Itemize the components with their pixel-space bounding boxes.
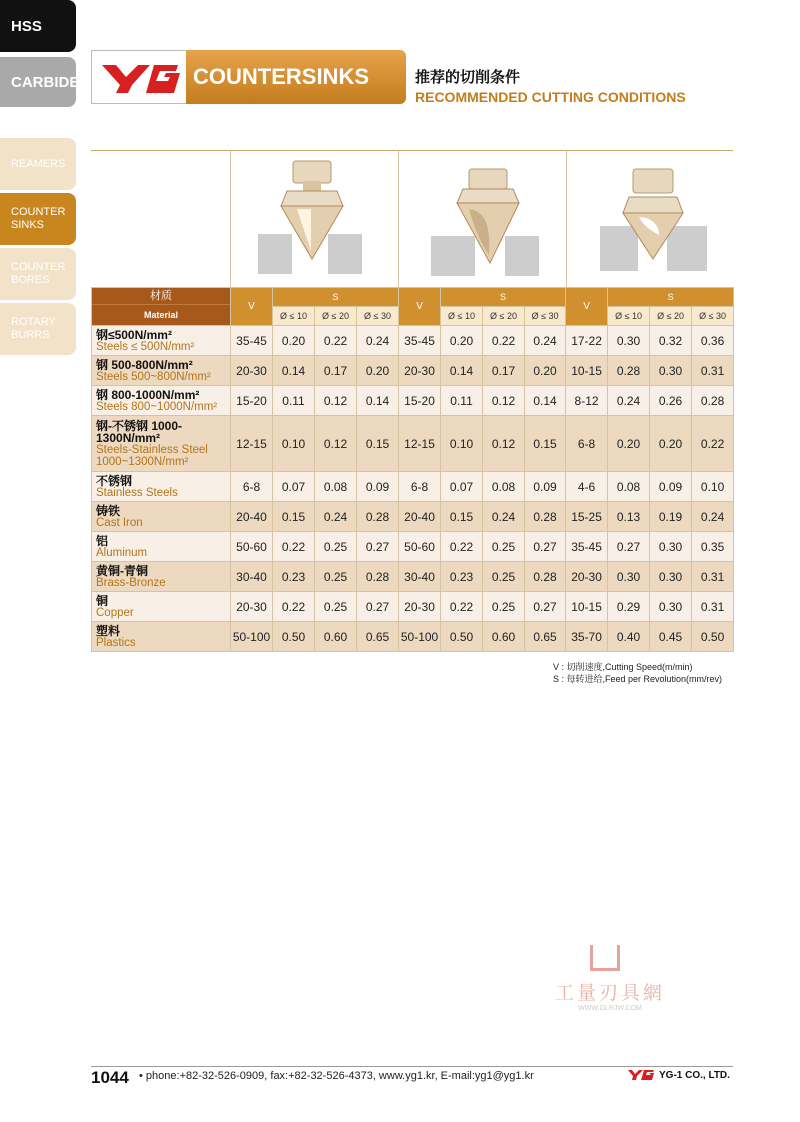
tab-hss-label: HSS [11, 18, 42, 35]
legend [553, 661, 722, 685]
feed-cell: 0.31 [692, 356, 734, 386]
s-header-1: S [273, 288, 399, 307]
material-header-en: Material [143, 310, 178, 320]
speed-cell: 6-8 [566, 416, 608, 472]
watermark [540, 945, 680, 1020]
feed-cell: 0.30 [650, 532, 692, 562]
feed-cell: 0.12 [315, 416, 357, 472]
tab-reamers[interactable] [0, 138, 76, 190]
page-title: COUNTERSINKS [186, 50, 406, 104]
feed-cell: 0.10 [441, 416, 483, 472]
watermark-text: 工量刃具網 [554, 983, 665, 1004]
feed-cell: 0.27 [357, 592, 399, 622]
speed-cell: 20-30 [566, 562, 608, 592]
feed-cell: 0.30 [608, 326, 650, 356]
feed-cell: 0.30 [650, 356, 692, 386]
feed-cell: 0.08 [483, 472, 525, 502]
material-cell [92, 416, 231, 472]
material-en: Steels 800~1000N/mm² [96, 400, 218, 413]
feed-cell: 0.11 [441, 386, 483, 416]
speed-cell: 50-60 [231, 532, 273, 562]
feed-cell: 0.50 [273, 622, 315, 652]
feed-cell: 0.13 [608, 502, 650, 532]
feed-cell: 0.14 [525, 386, 566, 416]
feed-cell: 0.32 [650, 326, 692, 356]
material-cell [92, 326, 231, 356]
diameter-header: Ø ≤ 10 [441, 307, 483, 326]
table-row [92, 326, 734, 356]
feed-cell: 0.25 [315, 532, 357, 562]
feed-cell: 0.07 [273, 472, 315, 502]
tool-image-row [91, 150, 733, 288]
v-header-1: V [231, 288, 273, 326]
feed-cell: 0.09 [525, 472, 566, 502]
tab-reamers-label: REAMERS [11, 157, 66, 170]
cutting-conditions-table [91, 287, 734, 652]
feed-cell: 0.31 [692, 562, 734, 592]
speed-cell: 8-12 [566, 386, 608, 416]
countersink-tool-3-image [566, 151, 734, 288]
material-cn: 黄铜-青铜 [96, 563, 148, 578]
countersink-tool-2-image [398, 151, 567, 288]
feed-cell: 0.24 [357, 326, 399, 356]
material-en: Cast Iron [96, 516, 143, 529]
cn-subtitle: 推荐的切削条件 [415, 69, 521, 86]
feed-cell: 0.20 [608, 416, 650, 472]
feed-cell: 0.10 [273, 416, 315, 472]
feed-cell: 0.08 [608, 472, 650, 502]
feed-cell: 0.09 [357, 472, 399, 502]
feed-cell: 0.09 [650, 472, 692, 502]
feed-cell: 0.28 [608, 356, 650, 386]
speed-cell: 6-8 [399, 472, 441, 502]
speed-cell: 35-45 [566, 532, 608, 562]
feed-cell: 0.22 [692, 416, 734, 472]
material-en: Steels 500~800N/mm² [96, 370, 211, 383]
feed-cell: 0.12 [483, 386, 525, 416]
feed-cell: 0.36 [692, 326, 734, 356]
feed-cell: 0.14 [273, 356, 315, 386]
material-cn: 铜 [96, 593, 109, 608]
material-cn: 塑料 [96, 623, 121, 638]
diameter-header: Ø ≤ 10 [273, 307, 315, 326]
feed-cell: 0.27 [608, 532, 650, 562]
feed-cell: 0.50 [441, 622, 483, 652]
feed-cell: 0.20 [650, 416, 692, 472]
speed-cell: 30-40 [399, 562, 441, 592]
feed-cell: 0.26 [650, 386, 692, 416]
legend-s: S : 每转进给,Feed per Revolution(mm/rev) [553, 674, 723, 684]
contact-bullet: • [139, 1070, 146, 1082]
feed-cell: 0.27 [525, 532, 566, 562]
feed-cell: 0.24 [525, 326, 566, 356]
feed-cell: 0.25 [315, 562, 357, 592]
speed-cell: 35-45 [399, 326, 441, 356]
watermark-url: WWW.GLRJW.COM [578, 1005, 642, 1012]
speed-cell: 10-15 [566, 356, 608, 386]
feed-cell: 0.60 [315, 622, 357, 652]
feed-cell: 0.29 [608, 592, 650, 622]
diameter-header: Ø ≤ 30 [525, 307, 566, 326]
tab-hss[interactable] [0, 0, 76, 52]
feed-cell: 0.14 [441, 356, 483, 386]
tab-carbide-label: CARBIDE [11, 74, 80, 91]
diameter-header: Ø ≤ 10 [608, 307, 650, 326]
feed-cell: 0.22 [441, 592, 483, 622]
material-cell [92, 592, 231, 622]
material-cn: 铸铁 [96, 503, 121, 518]
speed-cell: 6-8 [231, 472, 273, 502]
feed-cell: 0.20 [525, 356, 566, 386]
material-en: Brass-Bronze [96, 576, 166, 589]
feed-cell: 0.14 [357, 386, 399, 416]
feed-cell: 0.65 [357, 622, 399, 652]
feed-cell: 0.40 [608, 622, 650, 652]
material-cell [92, 502, 231, 532]
material-cn: 钢 500-800N/mm² [96, 357, 193, 372]
material-header [92, 288, 231, 326]
material-cell [92, 386, 231, 416]
s-header-2: S [441, 288, 566, 307]
feed-cell: 0.20 [441, 326, 483, 356]
feed-cell: 0.15 [273, 502, 315, 532]
diameter-header: Ø ≤ 20 [315, 307, 357, 326]
feed-cell: 0.19 [650, 502, 692, 532]
table-row [92, 472, 734, 502]
watermark-icon [590, 945, 620, 971]
tab-rotary-burrs-label-2: BURRS [11, 329, 50, 341]
feed-cell: 0.23 [441, 562, 483, 592]
feed-cell: 0.11 [273, 386, 315, 416]
page-number: 1044 [91, 1068, 129, 1087]
feed-cell: 0.22 [315, 326, 357, 356]
feed-cell: 0.25 [483, 532, 525, 562]
material-cn: 钢≤500N/mm² [96, 327, 172, 342]
diameter-header: Ø ≤ 30 [692, 307, 734, 326]
feed-cell: 0.12 [483, 416, 525, 472]
tab-countersinks[interactable] [0, 193, 76, 245]
feed-cell: 0.20 [357, 356, 399, 386]
en-subtitle: RECOMMENDED CUTTING CONDITIONS [415, 89, 686, 105]
contact-info [139, 1070, 534, 1082]
speed-cell: 10-15 [566, 592, 608, 622]
feed-cell: 0.27 [525, 592, 566, 622]
material-en: Stainless Steels [96, 486, 178, 499]
company-name: YG-1 CO., LTD. [659, 1070, 730, 1081]
material-en: Steels ≤ 500N/mm² [96, 340, 195, 353]
speed-cell: 30-40 [231, 562, 273, 592]
material-cell [92, 562, 231, 592]
feed-cell: 0.10 [692, 472, 734, 502]
feed-cell: 0.28 [692, 386, 734, 416]
footer-yg-logo [627, 1069, 655, 1081]
speed-cell: 35-70 [566, 622, 608, 652]
diameter-header: Ø ≤ 30 [357, 307, 399, 326]
feed-cell: 0.25 [483, 592, 525, 622]
feed-cell: 0.30 [650, 562, 692, 592]
feed-cell: 0.20 [273, 326, 315, 356]
feed-cell: 0.07 [441, 472, 483, 502]
feed-cell: 0.24 [315, 502, 357, 532]
feed-cell: 0.24 [608, 386, 650, 416]
tab-rotary-burrs[interactable] [0, 303, 76, 355]
feed-cell: 0.15 [357, 416, 399, 472]
material-en: Plastics [96, 636, 136, 649]
speed-cell: 50-60 [399, 532, 441, 562]
material-cell [92, 532, 231, 562]
feed-cell: 0.45 [650, 622, 692, 652]
v-header-2: V [399, 288, 441, 326]
table-row [92, 502, 734, 532]
tab-counterbores-label-2: BORES [11, 274, 50, 286]
feed-cell: 0.17 [483, 356, 525, 386]
tab-rotary-burrs-label-1: ROTARY [11, 316, 56, 328]
speed-cell: 20-40 [399, 502, 441, 532]
speed-cell: 20-30 [399, 356, 441, 386]
contact-text: phone:+82-32-526-0909, fax:+82-32-526-4373, www.yg1.kr, E-mail:yg1@yg1.kr [145, 1070, 534, 1082]
feed-cell: 0.30 [608, 562, 650, 592]
feed-cell: 0.15 [441, 502, 483, 532]
speed-cell: 20-30 [231, 356, 273, 386]
speed-cell: 15-20 [399, 386, 441, 416]
material-header-cn: 材质 [92, 288, 230, 305]
speed-cell: 17-22 [566, 326, 608, 356]
feed-cell: 0.22 [483, 326, 525, 356]
material-en: Copper [96, 606, 134, 619]
feed-cell: 0.31 [692, 592, 734, 622]
feed-cell: 0.12 [315, 386, 357, 416]
feed-cell: 0.22 [273, 592, 315, 622]
feed-cell: 0.50 [692, 622, 734, 652]
diameter-header: Ø ≤ 20 [650, 307, 692, 326]
feed-cell: 0.28 [357, 502, 399, 532]
tab-countersinks-label-1: COUNTER [11, 206, 66, 218]
countersink-tool-1-image [230, 151, 399, 288]
feed-cell: 0.27 [357, 532, 399, 562]
table-row [92, 532, 734, 562]
v-header-3: V [566, 288, 608, 326]
diameter-header: Ø ≤ 20 [483, 307, 525, 326]
table-row [92, 356, 734, 386]
table-row [92, 562, 734, 592]
feed-cell: 0.28 [525, 502, 566, 532]
tab-counterbores[interactable] [0, 248, 76, 300]
feed-cell: 0.17 [315, 356, 357, 386]
speed-cell: 15-25 [566, 502, 608, 532]
material-en: Steels-Stainless Steel 1000~1300N/mm² [96, 443, 208, 468]
feed-cell: 0.08 [315, 472, 357, 502]
feed-cell: 0.30 [650, 592, 692, 622]
material-cn: 铝 [96, 533, 109, 548]
feed-cell: 0.25 [483, 562, 525, 592]
speed-cell: 50-100 [399, 622, 441, 652]
tab-countersinks-label-2: SINKS [11, 219, 45, 231]
material-cell [92, 622, 231, 652]
speed-cell: 20-30 [399, 592, 441, 622]
feed-cell: 0.28 [357, 562, 399, 592]
feed-cell: 0.28 [525, 562, 566, 592]
speed-cell: 12-15 [399, 416, 441, 472]
speed-cell: 4-6 [566, 472, 608, 502]
legend-v: V : 切削速度,Cutting Speed(m/min) [553, 662, 693, 672]
feed-cell: 0.22 [273, 532, 315, 562]
feed-cell: 0.35 [692, 532, 734, 562]
material-cell [92, 472, 231, 502]
speed-cell: 20-30 [231, 592, 273, 622]
s-header-3: S [608, 288, 734, 307]
tab-counterbores-label-1: COUNTER [11, 261, 66, 273]
table-row [92, 416, 734, 472]
speed-cell: 15-20 [231, 386, 273, 416]
yg-logo [91, 50, 187, 104]
feed-cell: 0.22 [441, 532, 483, 562]
feed-cell: 0.23 [273, 562, 315, 592]
table-row [92, 622, 734, 652]
material-cell [92, 356, 231, 386]
feed-cell: 0.24 [483, 502, 525, 532]
feed-cell: 0.25 [315, 592, 357, 622]
table-row [92, 386, 734, 416]
speed-cell: 12-15 [231, 416, 273, 472]
material-cn: 钢 800-1000N/mm² [96, 387, 200, 402]
table-row [92, 592, 734, 622]
footer-divider [91, 1066, 733, 1067]
feed-cell: 0.15 [525, 416, 566, 472]
tab-carbide[interactable] [0, 57, 80, 107]
speed-cell: 35-45 [231, 326, 273, 356]
feed-cell: 0.65 [525, 622, 566, 652]
material-cn: 钢-不锈钢 1000-1300N/mm² [96, 418, 183, 445]
feed-cell: 0.60 [483, 622, 525, 652]
speed-cell: 50-100 [231, 622, 273, 652]
speed-cell: 20-40 [231, 502, 273, 532]
material-cn: 不锈钢 [96, 473, 133, 488]
material-en: Aluminum [96, 546, 148, 559]
feed-cell: 0.24 [692, 502, 734, 532]
